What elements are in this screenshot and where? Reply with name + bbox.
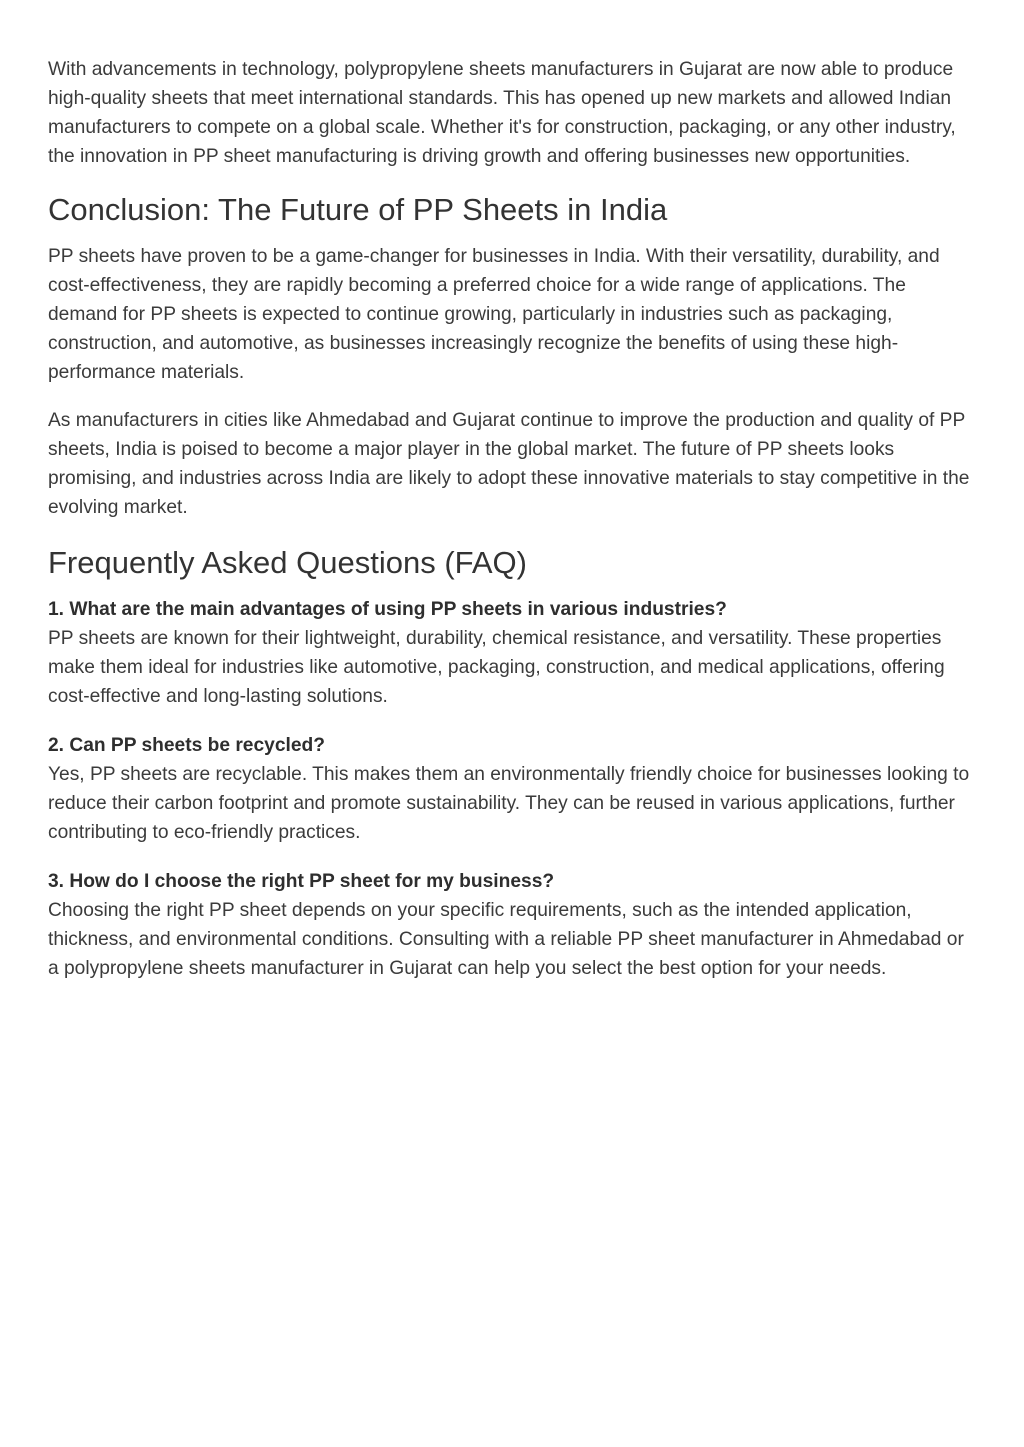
- faq-answer-2: Yes, PP sheets are recyclable. This makes them an environmentally friendly choice for businesses looking to reduce their carbon footprint and promote sustainability. They can be reused in various applications, further contributing to eco-friendly practices.: [48, 764, 970, 843]
- faq-answer-1: PP sheets are known for their lightweight, durability, chemical resistance, and versatility. These properties make them ideal for industries like automotive, packaging, construction, and medical applications, offering cost-effective and long-lasting solutions.: [48, 628, 945, 707]
- conclusion-heading: Conclusion: The Future of PP Sheets in India: [48, 192, 668, 227]
- faq-item-1: [48, 595, 976, 711]
- faq-answer-3: Choosing the right PP sheet depends on your specific requirements, such as the intended application, thickness, and environmental conditions. Consulting with a reliable PP sheet manufacturer in Ahmedabad or a polypropylene sheets manufacturer in Gujarat can help you select the best option for your needs.: [48, 900, 964, 979]
- faq-heading: Frequently Asked Questions (FAQ): [48, 545, 527, 580]
- faq-question-2: 2. Can PP sheets be recycled?: [48, 735, 325, 756]
- faq-question-1: 1. What are the main advantages of using PP sheets in various industries?: [48, 599, 727, 620]
- conclusion-paragraph-2: As manufacturers in cities like Ahmedabad and Gujarat continue to improve the production and quality of PP sheets, India is poised to become a major player in the global market. The future of PP sheets looks promising, and industries across India are likely to adopt these innovative materials to stay competitive in the evolving market.: [48, 410, 970, 518]
- faq-item-3: [48, 867, 976, 983]
- faq-item-2: [48, 731, 976, 847]
- intro-paragraph: With advancements in technology, polypropylene sheets manufacturers in Gujarat are now able to produce high-quality sheets that meet international standards. This has opened up new markets and allowed Indian manufacturers to compete on a global scale. Whether it's for construction, packaging, or any other industry, the innovation in PP sheet manufacturing is driving growth and offering businesses new opportunities.: [48, 59, 956, 167]
- faq-question-3: 3. How do I choose the right PP sheet for my business?: [48, 871, 555, 892]
- conclusion-paragraph-1: PP sheets have proven to be a game-changer for businesses in India. With their versatility, durability, and cost-effectiveness, they are rapidly becoming a preferred choice for a wide range of applications. The demand for PP sheets is expected to continue growing, particularly in industries such as packaging, construction, and automotive, as businesses increasingly recognize the benefits of using these high-performance materials.: [48, 246, 940, 383]
